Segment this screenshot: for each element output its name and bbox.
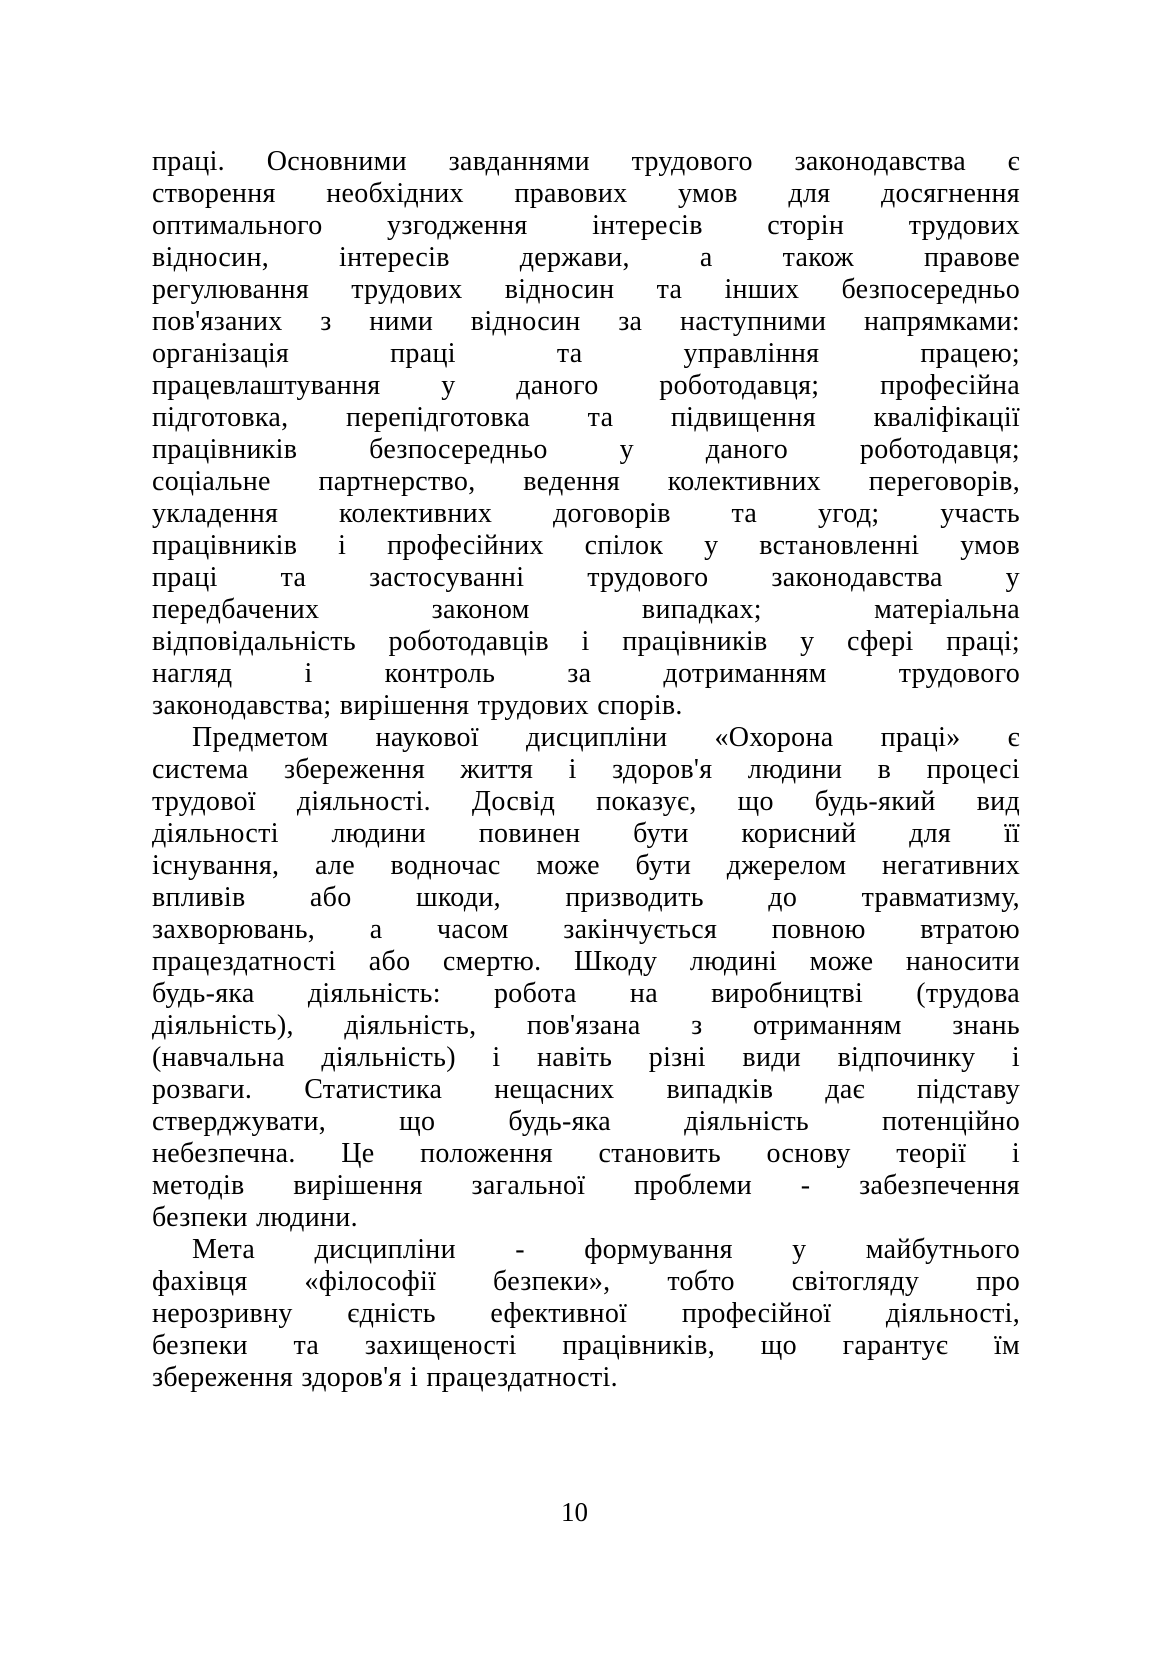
text-line: фахівця «філософії безпеки», тобто світогляду про bbox=[152, 1266, 1020, 1297]
text-line: працівників і професійних спілок у встановленні умов bbox=[152, 530, 1020, 561]
page-number: 10 bbox=[561, 1497, 588, 1527]
text-line: нерозривну єдність ефективної професійної діяльності, bbox=[152, 1298, 1020, 1329]
text-line: існування, але водночас може бути джерелом негативних bbox=[152, 850, 1020, 881]
text-line: небезпечна. Це положення становить основу теорії і bbox=[152, 1138, 1020, 1169]
text-line: система збереження життя і здоров'я людини в процесі bbox=[152, 754, 1020, 785]
text-line: будь-яка діяльність: робота на виробництві (трудова bbox=[152, 978, 1020, 1009]
text-line: розваги. Статистика нещасних випадків дає підставу bbox=[152, 1074, 1020, 1105]
text-line: пов'язаних з ними відносин за наступними напрямками: bbox=[152, 306, 1020, 337]
text-line: трудової діяльності. Досвід показує, що будь-який вид bbox=[152, 786, 1020, 817]
paragraph bbox=[152, 146, 1020, 722]
text-line: праці. Основними завданнями трудового законодавства є bbox=[152, 146, 1020, 177]
text-line: Мета дисципліни - формування у майбутнього bbox=[192, 1234, 1020, 1265]
text-line: регулювання трудових відносин та інших безпосередньо bbox=[152, 274, 1020, 305]
page-text bbox=[152, 146, 1020, 1394]
text-line: діяльності людини повинен бути корисний для її bbox=[152, 818, 1020, 849]
text-line: безпеки та захищеності працівників, що гарантує їм bbox=[152, 1330, 1020, 1361]
text-line: впливів або шкоди, призводить до травматизму, bbox=[152, 882, 1020, 913]
text-line: працездатності або смертю. Шкоду людині може наносити bbox=[152, 946, 1020, 977]
text-line: збереження здоров'я і працездатності. bbox=[152, 1362, 618, 1393]
text-line: передбачених законом випадках; матеріальна bbox=[152, 594, 1020, 625]
paragraph bbox=[152, 722, 1020, 1234]
text-line: оптимального узгодження інтересів сторін трудових bbox=[152, 210, 1020, 241]
text-line: безпеки людини. bbox=[152, 1202, 358, 1233]
text-line: стверджувати, що будь-яка діяльність потенційно bbox=[152, 1106, 1020, 1137]
text-line: працівників безпосередньо у даного роботодавця; bbox=[152, 434, 1020, 465]
text-line: створення необхідних правових умов для досягнення bbox=[152, 178, 1020, 209]
text-line: відповідальність роботодавців і працівників у сфері праці; bbox=[152, 626, 1020, 657]
text-line: організація праці та управління працею; bbox=[152, 338, 1020, 369]
text-line: методів вирішення загальної проблеми - забезпечення bbox=[152, 1170, 1020, 1201]
text-line: законодавства; вирішення трудових спорів. bbox=[152, 690, 683, 721]
text-line: нагляд і контроль за дотриманням трудового bbox=[152, 658, 1020, 689]
text-line: (навчальна діяльність) і навіть різні види відпочинку і bbox=[152, 1042, 1020, 1073]
text-line: діяльність), діяльність, пов'язана з отриманням знань bbox=[152, 1010, 1020, 1041]
text-line: соціальне партнерство, ведення колективних переговорів, bbox=[152, 466, 1020, 497]
text-line: відносин, інтересів держави, а також правове bbox=[152, 242, 1020, 273]
text-line: підготовка, перепідготовка та підвищення кваліфікації bbox=[152, 402, 1020, 433]
text-line: укладення колективних договорів та угод; участь bbox=[152, 498, 1020, 529]
paragraph bbox=[152, 1234, 1020, 1394]
text-line: праці та застосуванні трудового законодавства у bbox=[152, 562, 1020, 593]
text-line: Предметом наукової дисципліни «Охорона праці» є bbox=[192, 722, 1020, 753]
text-line: захворювань, а часом закінчується повною втратою bbox=[152, 914, 1020, 945]
text-line: працевлаштування у даного роботодавця; професійна bbox=[152, 370, 1020, 401]
